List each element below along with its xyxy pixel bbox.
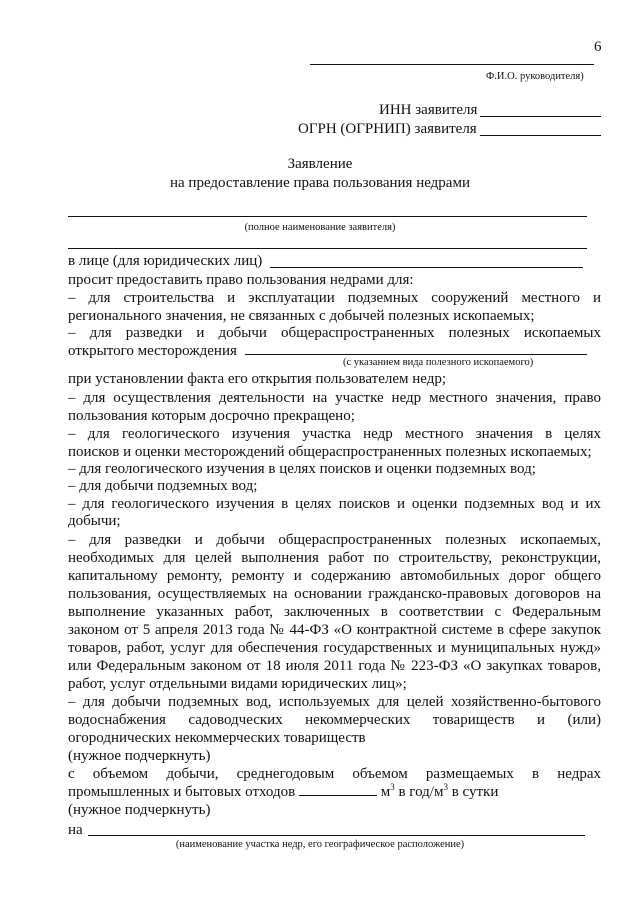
page-number: 6 (594, 39, 602, 55)
inn-field[interactable] (480, 116, 601, 117)
applicant-caption: (полное наименование заявителя) (244, 222, 396, 233)
item8-line1: – для разведки и добычи общераспространенных полезных ископаемых, (68, 532, 601, 548)
underline-note-1: (нужное подчеркнуть) (68, 748, 211, 764)
applicant-name-field-2[interactable] (68, 248, 587, 249)
mineral-type-field[interactable] (245, 354, 587, 355)
applicant-name-field[interactable] (68, 216, 587, 217)
in-person-label: в лице (для юридических лиц) (68, 253, 263, 269)
item3-line2: пользования которым досрочно прекращено; (68, 408, 355, 424)
ogrn-field[interactable] (480, 135, 601, 136)
item7-line1: – для геологического изучения в целях поисков и оценки подземных вод и их (68, 496, 601, 512)
item8-line8: или Федеральным законом от 18 июля 2011 года № 223-ФЗ «О закупках товаров, (68, 658, 601, 674)
item1-line2: регионального значения, не связанных с добычей полезных ископаемых; (68, 308, 535, 324)
volume-field[interactable] (299, 783, 377, 796)
item9-line2: водоснабжения садоводческих некоммерческих товариществ и (или) (68, 712, 601, 728)
volume-unit-day: в сутки (447, 784, 499, 800)
item9-line3: огороднических некоммерческих товариществ (68, 730, 366, 746)
item6: – для добычи подземных вод; (68, 478, 258, 494)
item1-line1: – для строительства и эксплуатации подземных сооружений местного и (68, 290, 601, 306)
item2-line1: – для разведки и добычи общераспространенных полезных ископаемых (68, 325, 601, 341)
doc-subtitle: на предоставление права пользования недрами (170, 175, 470, 191)
volume-unit: м (380, 784, 391, 800)
item3-line1: – для осуществления деятельности на участке недр местного значения, право (68, 390, 601, 406)
item8-line6: законом от 5 апреля 2013 года № 44-ФЗ «О контрактной системе в сфере закупок (68, 622, 601, 638)
item5: – для геологического изучения в целях поисков и оценки подземных вод; (68, 461, 536, 477)
item8-line2: необходимых для целей выполнения работ по строительству, реконструкции, (68, 550, 601, 566)
item8-line5: выполнение указанных работ, заключенных в соответствии с Федеральным (68, 604, 601, 620)
volume-unit-exp: 3 (390, 782, 395, 792)
item8-line7: товаров, работ, услуг для обеспечения государственных и муниципальных нужд» (68, 640, 601, 656)
item9-line1: – для добычи подземных вод, используемых для целей хозяйственно-бытового (68, 694, 601, 710)
item4-line2: поисков и оценки месторождений общераспространенных полезных ископаемых; (68, 444, 592, 460)
volume-line1: с объемом добычи, среднегодовым объемом размещаемых в недрах (68, 766, 601, 782)
underline-note-2: (нужное подчеркнуть) (68, 802, 211, 818)
item2-line3: при установлении факта его открытия пользователем недр; (68, 371, 447, 387)
volume-unit-year: в год/м (394, 784, 444, 800)
inn-label: ИНН заявителя (379, 102, 478, 118)
site-caption: (наименование участка недр, его географическое расположение) (175, 839, 465, 850)
head-signature-caption: Ф.И.О. руководителя) (486, 71, 584, 82)
mineral-caption: (с указанием вида полезного ископаемого) (343, 357, 534, 368)
item8-line9: работ, услуг отдельными видами юридических лиц»; (68, 676, 407, 692)
item7-line2: добычи; (68, 513, 121, 529)
representative-field[interactable] (270, 267, 583, 268)
volume-line2-text: промышленных и бытовых отходов (68, 784, 296, 800)
site-name-field[interactable] (88, 835, 585, 836)
ogrn-label: ОГРН (ОГРНИП) заявителя (298, 121, 477, 137)
head-signature-line (310, 64, 594, 65)
item2-line2: открытого месторождения (68, 343, 237, 359)
volume-line2 (68, 783, 498, 801)
on-label: на (68, 822, 83, 838)
asks-line: просит предоставить право пользования недрами для: (68, 272, 414, 288)
item4-line1: – для геологического изучения участка недр местного значения в целях (68, 426, 601, 442)
item8-line4: пользования, осуществляемых на основании гражданско-правовых договоров на (68, 586, 601, 602)
item8-line3: капитальному ремонту, ремонту и содержанию автомобильных дорог общего (68, 568, 601, 584)
doc-title: Заявление (287, 156, 353, 172)
volume-unit-exp-2: 3 (443, 782, 448, 792)
